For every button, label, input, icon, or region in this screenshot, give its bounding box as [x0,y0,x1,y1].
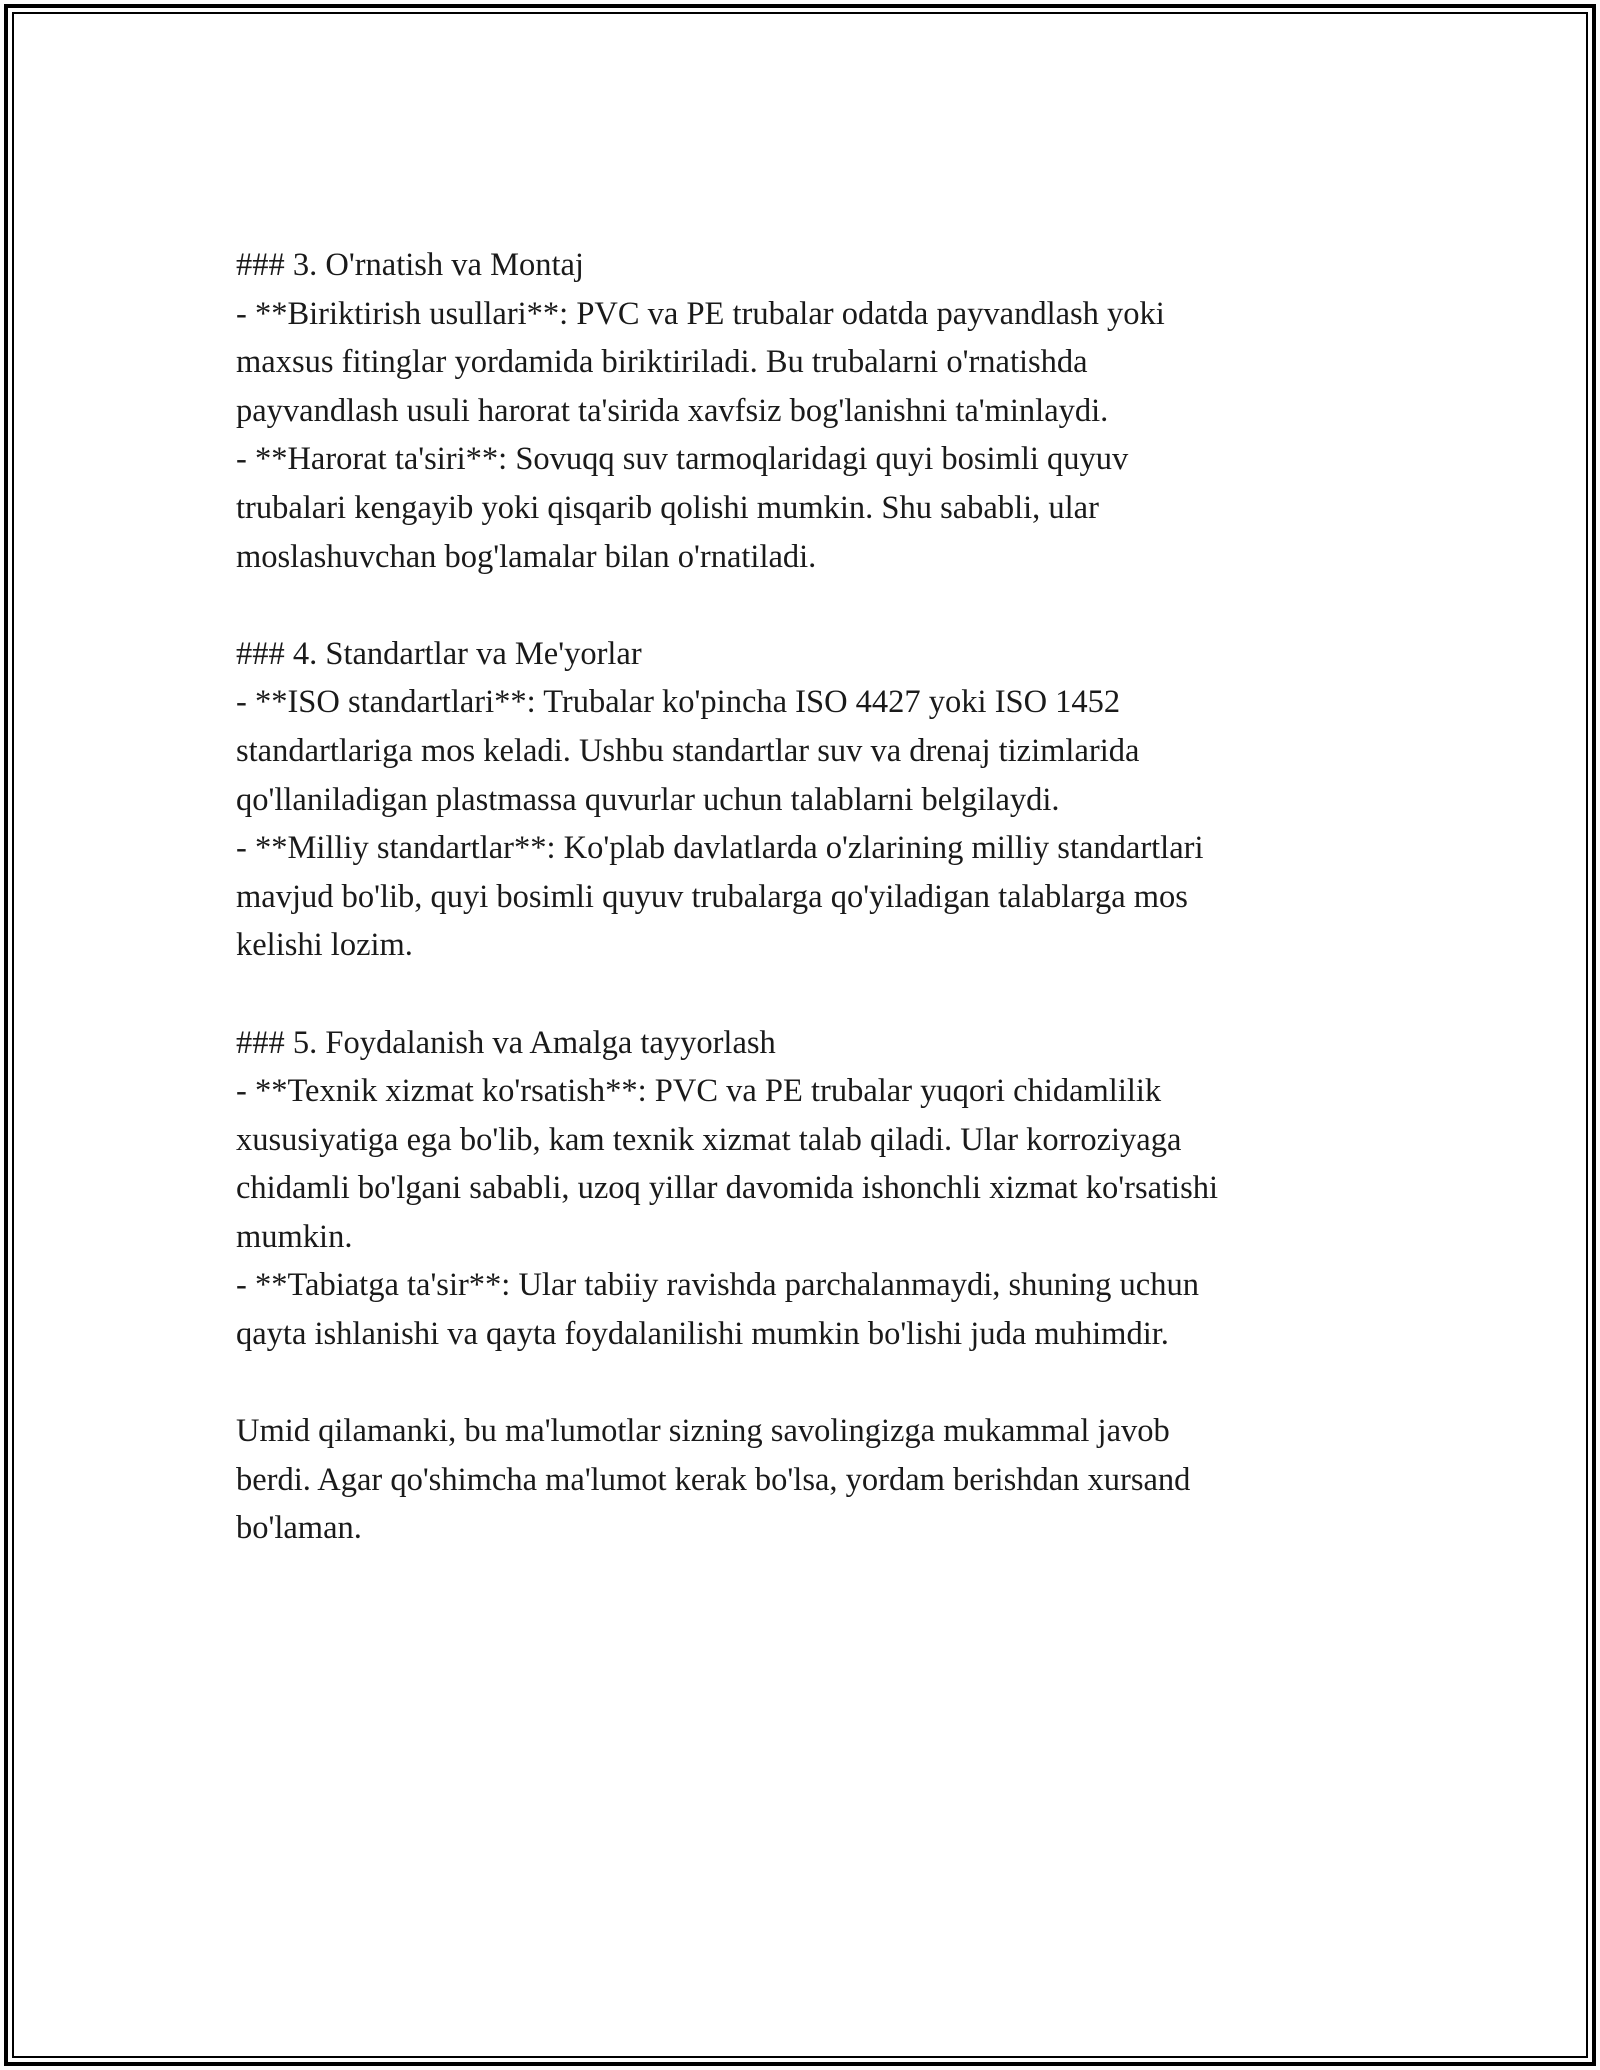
body-line: bo'laman. [236,1510,362,1547]
body-line: - **Tabiatga ta'sir**: Ular tabiiy ravishda parchalanmaydi, shuning uchun [236,1267,1199,1304]
body-line: kelishi lozim. [236,927,413,964]
section-standards [236,630,1366,970]
body-line: - **Biriktirish usullari**: PVC va PE trubalar odatda payvandlash yoki [236,295,1165,332]
body-line: Umid qilamanki, bu ma'lumotlar sizning savolingizga mukammal javob [236,1413,1170,1450]
body-line: - **Harorat ta'siri**: Sovuqq suv tarmoqlaridagi quyi bosimli quyuv [236,441,1129,478]
body-line: trubalari kengayib yoki qisqarib qolishi mumkin. Shu sababli, ular [236,489,1099,526]
body-line: qo'llaniladigan plastmassa quvurlar uchun talablarni belgilaydi. [236,781,1060,818]
body-line: - **Milliy standartlar**: Ko'plab davlatlarda o'zlarining milliy standartlari [236,830,1204,867]
section-heading: ### 4. Standartlar va Me'yorlar [236,635,642,672]
section-heading: ### 3. O'rnatish va Montaj [236,247,584,283]
body-line: mumkin. [236,1218,353,1255]
body-line: mavjud bo'lib, quyi bosimli quyuv trubalarga qo'yiladigan talablarga mos [236,878,1188,915]
body-line: xususiyatiga ega bo'lib, kam texnik xizmat talab qiladi. Ular korroziyaga [236,1121,1182,1158]
document-body [236,241,1366,1602]
body-line: standartlariga mos keladi. Ushbu standartlar suv va drenaj tizimlarida [236,732,1140,769]
section-installation [236,241,1366,581]
body-line: berdi. Agar qo'shimcha ma'lumot kerak bo'lsa, yordam berishdan xursand [236,1461,1191,1498]
section-heading: ### 5. Foydalanish va Amalga tayyorlash [236,1024,776,1061]
body-line: - **ISO standartlari**: Trubalar ko'pincha ISO 4427 yoki ISO 1452 [236,684,1121,721]
body-line: payvandlash usuli harorat ta'sirida xavfsiz bog'lanishni ta'minlaydi. [236,392,1109,429]
body-line: - **Texnik xizmat ko'rsatish**: PVC va PE trubalar yuqori chidamlilik [236,1073,1162,1110]
closing-paragraph [236,1407,1366,1553]
body-line: moslashuvchan bog'lamalar bilan o'rnatiladi. [236,538,817,575]
section-usage [236,1019,1366,1359]
body-line: maxsus fitinglar yordamida biriktiriladi. Bu trubalarni o'rnatishda [236,344,1088,381]
body-line: qayta ishlanishi va qayta foydalanilishi mumkin bo'lishi juda muhimdir. [236,1316,1169,1353]
body-line: chidamli bo'lgani sababli, uzoq yillar davomida ishonchli xizmat ko'rsatishi [236,1170,1218,1207]
